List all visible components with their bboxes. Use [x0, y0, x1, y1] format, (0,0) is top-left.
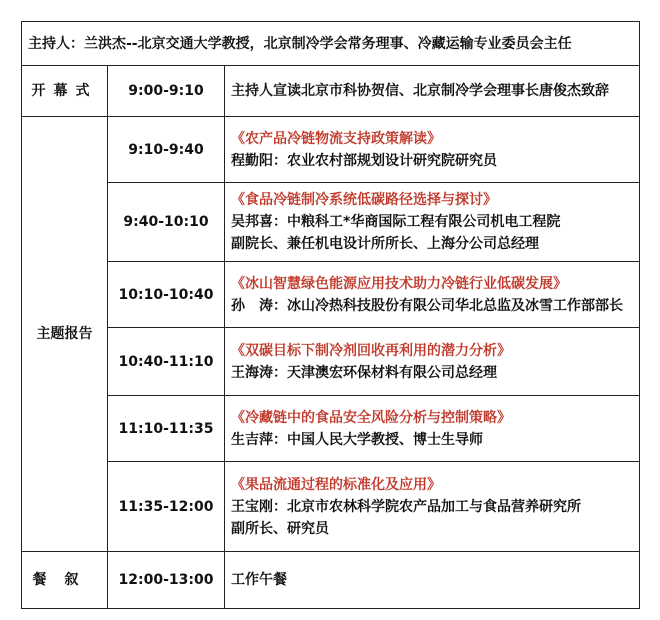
opening-label: 开幕式 — [22, 66, 108, 117]
talk-detail — [225, 117, 640, 183]
talk-speaker-title: 副所长、研究员 — [231, 520, 329, 537]
agenda-table — [21, 21, 640, 609]
section-label: 主题报告 — [22, 117, 108, 552]
talk-speaker-title: 副院长、兼任机电设计所所长、上海分公司总经理 — [231, 236, 539, 252]
talk-time: 10:40-11:10 — [108, 328, 225, 396]
talk-topic: 《农产品冷链物流支持政策解读》 — [231, 130, 441, 147]
talk-row — [22, 117, 640, 183]
lunch-row — [22, 552, 640, 609]
talk-speaker: 王宝刚：北京市农林科学院农产品加工与食品营养研究所 — [231, 498, 581, 515]
talk-speaker: 程勤阳：农业农村部规划设计研究院研究员 — [231, 152, 497, 169]
talk-time: 11:35-12:00 — [108, 462, 225, 552]
opening-detail: 主持人宣读北京市科协贺信、北京制冷学会理事长唐俊杰致辞 — [225, 66, 640, 117]
talk-time: 9:40-10:10 — [108, 183, 225, 262]
talk-row — [22, 328, 640, 396]
host-row — [22, 22, 640, 66]
talk-row — [22, 396, 640, 462]
lunch-detail: 工作午餐 — [225, 552, 640, 609]
talk-row — [22, 462, 640, 552]
talk-topic: 《冷藏链中的食品安全风险分析与控制策略》 — [231, 409, 511, 426]
talk-row — [22, 183, 640, 262]
talk-detail — [225, 183, 640, 262]
talk-time: 9:10-9:40 — [108, 117, 225, 183]
talk-speaker: 王海涛：天津澳宏环保材料有限公司总经理 — [231, 364, 497, 381]
talk-topic: 《果品流通过程的标准化及应用》 — [231, 476, 441, 493]
talk-topic: 《食品冷链制冷系统低碳路径选择与探讨》 — [231, 192, 497, 208]
lunch-time: 12:00-13:00 — [108, 552, 225, 609]
talk-time: 10:10-10:40 — [108, 262, 225, 328]
talk-topic: 《双碳目标下制冷剂回收再利用的潜力分析》 — [231, 342, 511, 359]
talk-row — [22, 262, 640, 328]
talk-topic: 《冰山智慧绿色能源应用技术助力冷链行业低碳发展》 — [231, 275, 567, 292]
talk-detail — [225, 328, 640, 396]
talk-detail — [225, 396, 640, 462]
lunch-label: 餐叙 — [22, 552, 108, 609]
opening-row — [22, 66, 640, 117]
opening-time: 9:00-9:10 — [108, 66, 225, 117]
talk-detail — [225, 462, 640, 552]
talk-speaker: 吴邦喜：中粮科工*华商国际工程有限公司机电工程院 — [231, 214, 561, 230]
host-text: 主持人：兰洪杰--北京交通大学教授，北京制冷学会常务理事、冷藏运输专业委员会主任 — [22, 22, 640, 66]
talk-time: 11:10-11:35 — [108, 396, 225, 462]
talk-detail — [225, 262, 640, 328]
talk-speaker: 生吉萍：中国人民大学教授、博士生导师 — [231, 431, 483, 448]
talk-speaker: 孙 涛：冰山冷热科技股份有限公司华北总监及冰雪工作部部长 — [231, 297, 623, 314]
